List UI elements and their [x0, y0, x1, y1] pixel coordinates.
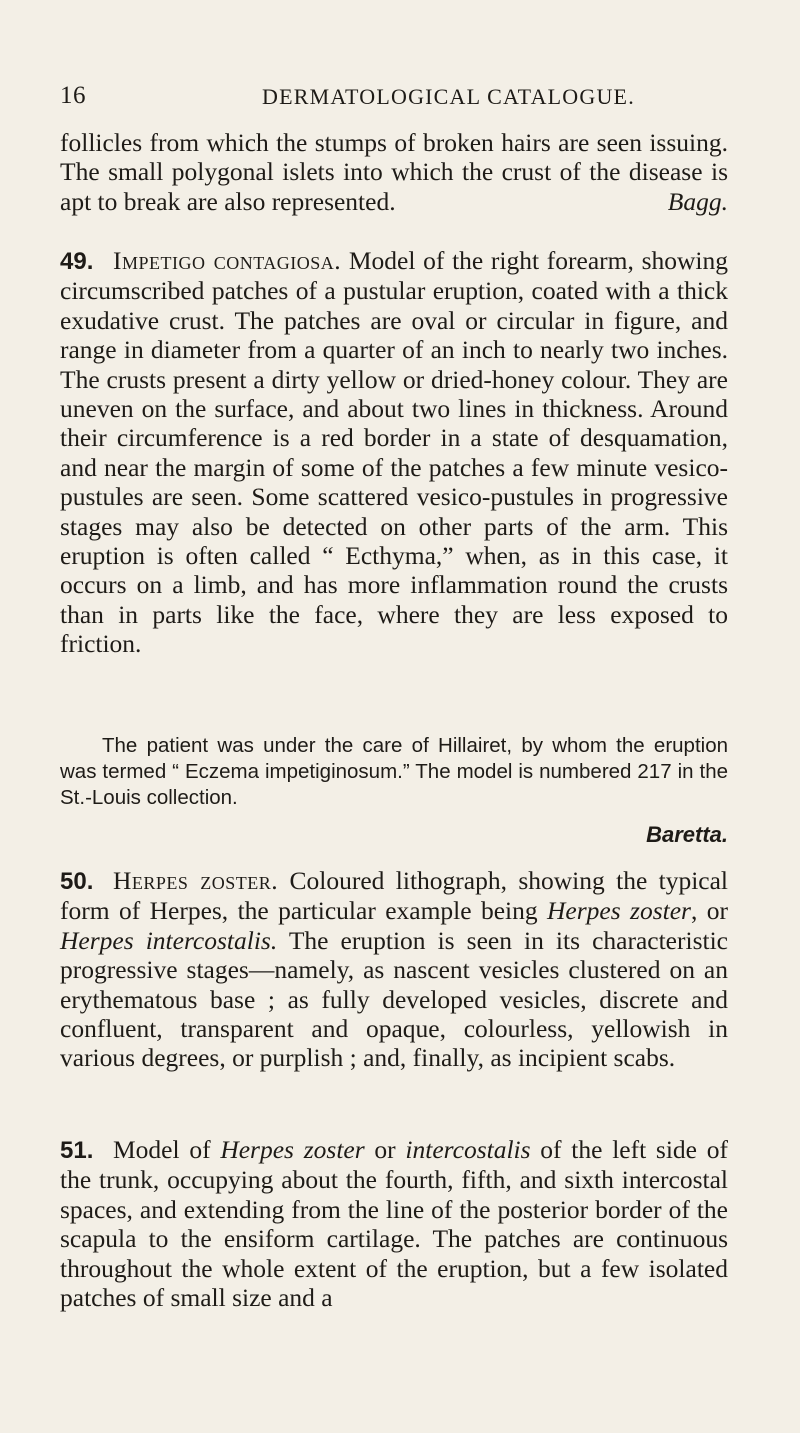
entry-50-body-c: The eruption is seen in its characteristic progressive stages—namely, as nascent vesicles clustered on an erythematous base ; as fully developed vesicles, discrete and confluent, transparent and opaque, colourless, yellowish in various degrees, or purplish ; and, finally, as incipient scabs. — [60, 925, 728, 1073]
continuation-author: Bagg. — [667, 186, 728, 216]
entry-51-italic-a: Herpes zoster — [220, 1135, 365, 1164]
entry-49-title: Impetigo contagiosa. — [113, 246, 342, 275]
entry-51-body-a: Model of — [113, 1135, 221, 1164]
running-head: DERMATOLOGICAL CATALOGUE. — [262, 84, 635, 109]
entry-49-note-text: The patient was under the care of Hillairet, by whom the eruption was termed “ Eczema impetiginosum.” The model is numbered 217 in the St.-Louis collection. — [60, 734, 728, 809]
entry-51-number: 51. — [60, 1137, 94, 1164]
entry-51-body-c: of the left side of the trunk, occupying about the fourth, fifth, and sixth intercostal spaces, and extending from the line of the posterior border of the scapula to the ensiform cartilage. The patches are continuous throughout the whole extent of the eruption, but a few isolated patches of small size and a — [60, 1135, 728, 1313]
entry-50-body-a: Coloured lithograph, showing the typical form of Herpes, the particular example being — [60, 866, 729, 926]
entry-51-body-b: or — [364, 1135, 406, 1164]
entry-49-body: Model of the right forearm, showing circumscribed patches of a pustular eruption, coated with a thick exudative crust. The patches are oval or circular in figure, and range in diameter from a quarter of an inch to nearly two inches. The crusts present a dirty yellow or dried-honey colour. They are uneven on the surface, and about two lines in thickness. Around their circumference is a red border in a state of desquamation, and near the margin of some of the patches a few minute vesico-pustules are seen. Some scattered vesico-pustules in progressive stages may also be detected on other parts of the arm. This eruption is often called “ Ecthyma,” when, as in this case, it occurs on a limb, and has more inflammation round the crusts than in parts like the face, where they are less exposed to friction. — [60, 246, 728, 659]
continuation-paragraph — [60, 128, 728, 216]
entry-50-paragraph — [60, 866, 728, 1073]
entry-50-title: Herpes zoster. — [113, 866, 279, 895]
continuation-text — [60, 128, 728, 216]
entry-50 — [60, 866, 728, 1073]
entry-50-italic-a: Herpes zoster — [547, 896, 691, 926]
entry-50-number: 50. — [60, 868, 94, 895]
entry-49 — [60, 246, 728, 659]
continuation-body: follicles from which the stumps of broken hairs are seen issuing. The small polygonal islets into which the crust of the disease is apt to break are also represented. — [60, 128, 728, 216]
entry-51-paragraph — [60, 1135, 728, 1312]
entry-51 — [60, 1135, 728, 1312]
page-header — [0, 82, 800, 112]
page-number: 16 — [60, 82, 86, 109]
entry-49-paragraph — [60, 246, 728, 659]
entry-50-body-b: , or — [690, 896, 728, 926]
entry-49-author: Baretta. — [646, 822, 728, 847]
entry-49-note — [60, 733, 728, 849]
entry-51-italic-b: intercostalis — [405, 1135, 531, 1164]
entry-49-number: 49. — [60, 248, 94, 275]
entry-50-italic-b: Herpes intercostalis. — [60, 925, 278, 955]
